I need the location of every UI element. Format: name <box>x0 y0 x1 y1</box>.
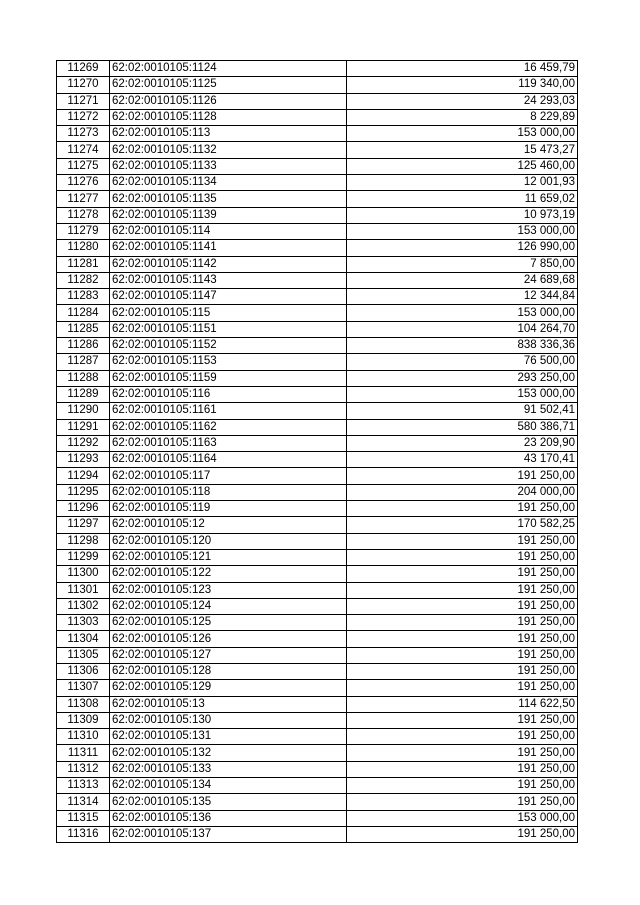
value-cell: 191 250,00 <box>347 794 578 810</box>
value-cell: 293 250,00 <box>347 370 578 386</box>
row-number-cell: 11273 <box>57 126 110 142</box>
table-row <box>57 598 578 614</box>
cadastral-number-cell: 62:02:0010105:1124 <box>110 61 347 77</box>
table-row <box>57 615 578 631</box>
value-cell: 153 000,00 <box>347 223 578 239</box>
table-row <box>57 354 578 370</box>
table-row <box>57 761 578 777</box>
row-number-cell: 11315 <box>57 810 110 826</box>
cadastral-number-cell: 62:02:0010105:1126 <box>110 93 347 109</box>
value-cell: 191 250,00 <box>347 647 578 663</box>
cadastral-number-cell: 62:02:0010105:130 <box>110 712 347 728</box>
row-number-cell: 11271 <box>57 93 110 109</box>
row-number-cell: 11311 <box>57 745 110 761</box>
cadastral-number-cell: 62:02:0010105:135 <box>110 794 347 810</box>
row-number-cell: 11295 <box>57 484 110 500</box>
cadastral-number-cell: 62:02:0010105:1162 <box>110 419 347 435</box>
cadastral-number-cell: 62:02:0010105:127 <box>110 647 347 663</box>
cadastral-number-cell: 62:02:0010105:129 <box>110 680 347 696</box>
cadastral-number-cell: 62:02:0010105:114 <box>110 223 347 239</box>
cadastral-number-cell: 62:02:0010105:13 <box>110 696 347 712</box>
cadastral-number-cell: 62:02:0010105:1135 <box>110 191 347 207</box>
value-cell: 838 336,36 <box>347 338 578 354</box>
table-row <box>57 207 578 223</box>
table-row <box>57 680 578 696</box>
row-number-cell: 11276 <box>57 175 110 191</box>
value-cell: 76 500,00 <box>347 354 578 370</box>
row-number-cell: 11291 <box>57 419 110 435</box>
row-number-cell: 11287 <box>57 354 110 370</box>
row-number-cell: 11270 <box>57 77 110 93</box>
row-number-cell: 11301 <box>57 582 110 598</box>
cadastral-number-cell: 62:02:0010105:1152 <box>110 338 347 354</box>
cadastral-number-cell: 62:02:0010105:121 <box>110 549 347 565</box>
table-row <box>57 289 578 305</box>
value-cell: 12 344,84 <box>347 289 578 305</box>
row-number-cell: 11285 <box>57 321 110 337</box>
row-number-cell: 11269 <box>57 61 110 77</box>
table-row <box>57 435 578 451</box>
cadastral-number-cell: 62:02:0010105:1128 <box>110 109 347 125</box>
cadastral-number-cell: 62:02:0010105:117 <box>110 468 347 484</box>
cadastral-number-cell: 62:02:0010105:1153 <box>110 354 347 370</box>
value-cell: 153 000,00 <box>347 305 578 321</box>
table-row <box>57 729 578 745</box>
cadastral-number-cell: 62:02:0010105:137 <box>110 826 347 842</box>
cadastral-number-cell: 62:02:0010105:133 <box>110 761 347 777</box>
row-number-cell: 11300 <box>57 566 110 582</box>
cadastral-number-cell: 62:02:0010105:1142 <box>110 256 347 272</box>
cadastral-number-cell: 62:02:0010105:134 <box>110 778 347 794</box>
table-row <box>57 223 578 239</box>
cadastral-number-cell: 62:02:0010105:12 <box>110 517 347 533</box>
cadastral-number-cell: 62:02:0010105:131 <box>110 729 347 745</box>
row-number-cell: 11290 <box>57 403 110 419</box>
row-number-cell: 11280 <box>57 240 110 256</box>
value-cell: 7 850,00 <box>347 256 578 272</box>
row-number-cell: 11303 <box>57 615 110 631</box>
cadastral-number-cell: 62:02:0010105:1159 <box>110 370 347 386</box>
cadastral-number-cell: 62:02:0010105:136 <box>110 810 347 826</box>
value-cell: 191 250,00 <box>347 533 578 549</box>
value-cell: 204 000,00 <box>347 484 578 500</box>
value-cell: 170 582,25 <box>347 517 578 533</box>
table-row <box>57 826 578 842</box>
value-cell: 10 973,19 <box>347 207 578 223</box>
row-number-cell: 11314 <box>57 794 110 810</box>
value-cell: 43 170,41 <box>347 452 578 468</box>
table-row <box>57 338 578 354</box>
cadastral-number-cell: 62:02:0010105:115 <box>110 305 347 321</box>
value-cell: 191 250,00 <box>347 761 578 777</box>
table-row <box>57 533 578 549</box>
table-row <box>57 305 578 321</box>
value-cell: 11 659,02 <box>347 191 578 207</box>
row-number-cell: 11297 <box>57 517 110 533</box>
cadastral-number-cell: 62:02:0010105:123 <box>110 582 347 598</box>
document-page <box>56 60 577 843</box>
table-row <box>57 175 578 191</box>
value-cell: 119 340,00 <box>347 77 578 93</box>
cadastral-number-cell: 62:02:0010105:1163 <box>110 435 347 451</box>
table-row <box>57 142 578 158</box>
table-row <box>57 778 578 794</box>
value-cell: 12 001,93 <box>347 175 578 191</box>
table-row <box>57 419 578 435</box>
value-cell: 191 250,00 <box>347 680 578 696</box>
value-cell: 114 622,50 <box>347 696 578 712</box>
value-cell: 191 250,00 <box>347 598 578 614</box>
table-row <box>57 712 578 728</box>
table-row <box>57 256 578 272</box>
value-cell: 91 502,41 <box>347 403 578 419</box>
value-cell: 153 000,00 <box>347 810 578 826</box>
table-row <box>57 191 578 207</box>
row-number-cell: 11286 <box>57 338 110 354</box>
table-row <box>57 370 578 386</box>
cadastral-number-cell: 62:02:0010105:120 <box>110 533 347 549</box>
row-number-cell: 11312 <box>57 761 110 777</box>
row-number-cell: 11289 <box>57 386 110 402</box>
value-cell: 126 990,00 <box>347 240 578 256</box>
table-row <box>57 566 578 582</box>
row-number-cell: 11279 <box>57 223 110 239</box>
table-row <box>57 386 578 402</box>
value-cell: 191 250,00 <box>347 826 578 842</box>
cadastral-number-cell: 62:02:0010105:1161 <box>110 403 347 419</box>
table-row <box>57 452 578 468</box>
value-cell: 191 250,00 <box>347 778 578 794</box>
cadastral-number-cell: 62:02:0010105:1151 <box>110 321 347 337</box>
cadastral-number-cell: 62:02:0010105:1134 <box>110 175 347 191</box>
cadastral-number-cell: 62:02:0010105:1132 <box>110 142 347 158</box>
table-row <box>57 647 578 663</box>
row-number-cell: 11272 <box>57 109 110 125</box>
value-cell: 191 250,00 <box>347 631 578 647</box>
row-number-cell: 11305 <box>57 647 110 663</box>
row-number-cell: 11284 <box>57 305 110 321</box>
cadastral-number-cell: 62:02:0010105:118 <box>110 484 347 500</box>
value-cell: 191 250,00 <box>347 615 578 631</box>
value-cell: 191 250,00 <box>347 566 578 582</box>
cadastral-number-cell: 62:02:0010105:116 <box>110 386 347 402</box>
row-number-cell: 11296 <box>57 501 110 517</box>
row-number-cell: 11277 <box>57 191 110 207</box>
value-cell: 15 473,27 <box>347 142 578 158</box>
row-number-cell: 11310 <box>57 729 110 745</box>
value-cell: 191 250,00 <box>347 582 578 598</box>
cadastral-number-cell: 62:02:0010105:122 <box>110 566 347 582</box>
table-row <box>57 631 578 647</box>
value-cell: 191 250,00 <box>347 501 578 517</box>
cadastral-number-cell: 62:02:0010105:113 <box>110 126 347 142</box>
value-cell: 191 250,00 <box>347 745 578 761</box>
value-cell: 191 250,00 <box>347 729 578 745</box>
table-row <box>57 272 578 288</box>
cadastral-number-cell: 62:02:0010105:124 <box>110 598 347 614</box>
value-cell: 191 250,00 <box>347 468 578 484</box>
table-row <box>57 109 578 125</box>
value-cell: 580 386,71 <box>347 419 578 435</box>
cadastral-number-cell: 62:02:0010105:1147 <box>110 289 347 305</box>
table-row <box>57 663 578 679</box>
row-number-cell: 11299 <box>57 549 110 565</box>
value-cell: 16 459,79 <box>347 61 578 77</box>
cadastral-number-cell: 62:02:0010105:119 <box>110 501 347 517</box>
table-row <box>57 484 578 500</box>
table-row <box>57 321 578 337</box>
row-number-cell: 11294 <box>57 468 110 484</box>
cadastral-number-cell: 62:02:0010105:1141 <box>110 240 347 256</box>
value-cell: 125 460,00 <box>347 158 578 174</box>
table-row <box>57 77 578 93</box>
cadastral-number-cell: 62:02:0010105:1143 <box>110 272 347 288</box>
value-cell: 153 000,00 <box>347 386 578 402</box>
row-number-cell: 11278 <box>57 207 110 223</box>
cadastral-number-cell: 62:02:0010105:1164 <box>110 452 347 468</box>
cadastral-value-table <box>56 60 578 843</box>
value-cell: 153 000,00 <box>347 126 578 142</box>
table-row <box>57 794 578 810</box>
cadastral-number-cell: 62:02:0010105:125 <box>110 615 347 631</box>
row-number-cell: 11302 <box>57 598 110 614</box>
row-number-cell: 11274 <box>57 142 110 158</box>
value-cell: 104 264,70 <box>347 321 578 337</box>
row-number-cell: 11316 <box>57 826 110 842</box>
table-row <box>57 158 578 174</box>
row-number-cell: 11308 <box>57 696 110 712</box>
row-number-cell: 11309 <box>57 712 110 728</box>
table-row <box>57 517 578 533</box>
row-number-cell: 11288 <box>57 370 110 386</box>
table-row <box>57 403 578 419</box>
row-number-cell: 11306 <box>57 663 110 679</box>
table-row <box>57 501 578 517</box>
cadastral-number-cell: 62:02:0010105:128 <box>110 663 347 679</box>
row-number-cell: 11313 <box>57 778 110 794</box>
table-row <box>57 126 578 142</box>
table-row <box>57 240 578 256</box>
table-row <box>57 93 578 109</box>
value-cell: 191 250,00 <box>347 663 578 679</box>
table-row <box>57 696 578 712</box>
value-cell: 23 209,90 <box>347 435 578 451</box>
table-row <box>57 745 578 761</box>
row-number-cell: 11292 <box>57 435 110 451</box>
cadastral-number-cell: 62:02:0010105:1133 <box>110 158 347 174</box>
row-number-cell: 11304 <box>57 631 110 647</box>
table-row <box>57 582 578 598</box>
cadastral-number-cell: 62:02:0010105:1125 <box>110 77 347 93</box>
row-number-cell: 11283 <box>57 289 110 305</box>
cadastral-number-cell: 62:02:0010105:126 <box>110 631 347 647</box>
table-body <box>57 61 578 843</box>
row-number-cell: 11293 <box>57 452 110 468</box>
cadastral-number-cell: 62:02:0010105:1139 <box>110 207 347 223</box>
cadastral-number-cell: 62:02:0010105:132 <box>110 745 347 761</box>
value-cell: 191 250,00 <box>347 712 578 728</box>
row-number-cell: 11281 <box>57 256 110 272</box>
table-row <box>57 549 578 565</box>
row-number-cell: 11298 <box>57 533 110 549</box>
value-cell: 191 250,00 <box>347 549 578 565</box>
value-cell: 8 229,89 <box>347 109 578 125</box>
table-row <box>57 810 578 826</box>
table-row <box>57 61 578 77</box>
value-cell: 24 689,68 <box>347 272 578 288</box>
row-number-cell: 11307 <box>57 680 110 696</box>
table-row <box>57 468 578 484</box>
row-number-cell: 11275 <box>57 158 110 174</box>
row-number-cell: 11282 <box>57 272 110 288</box>
value-cell: 24 293,03 <box>347 93 578 109</box>
